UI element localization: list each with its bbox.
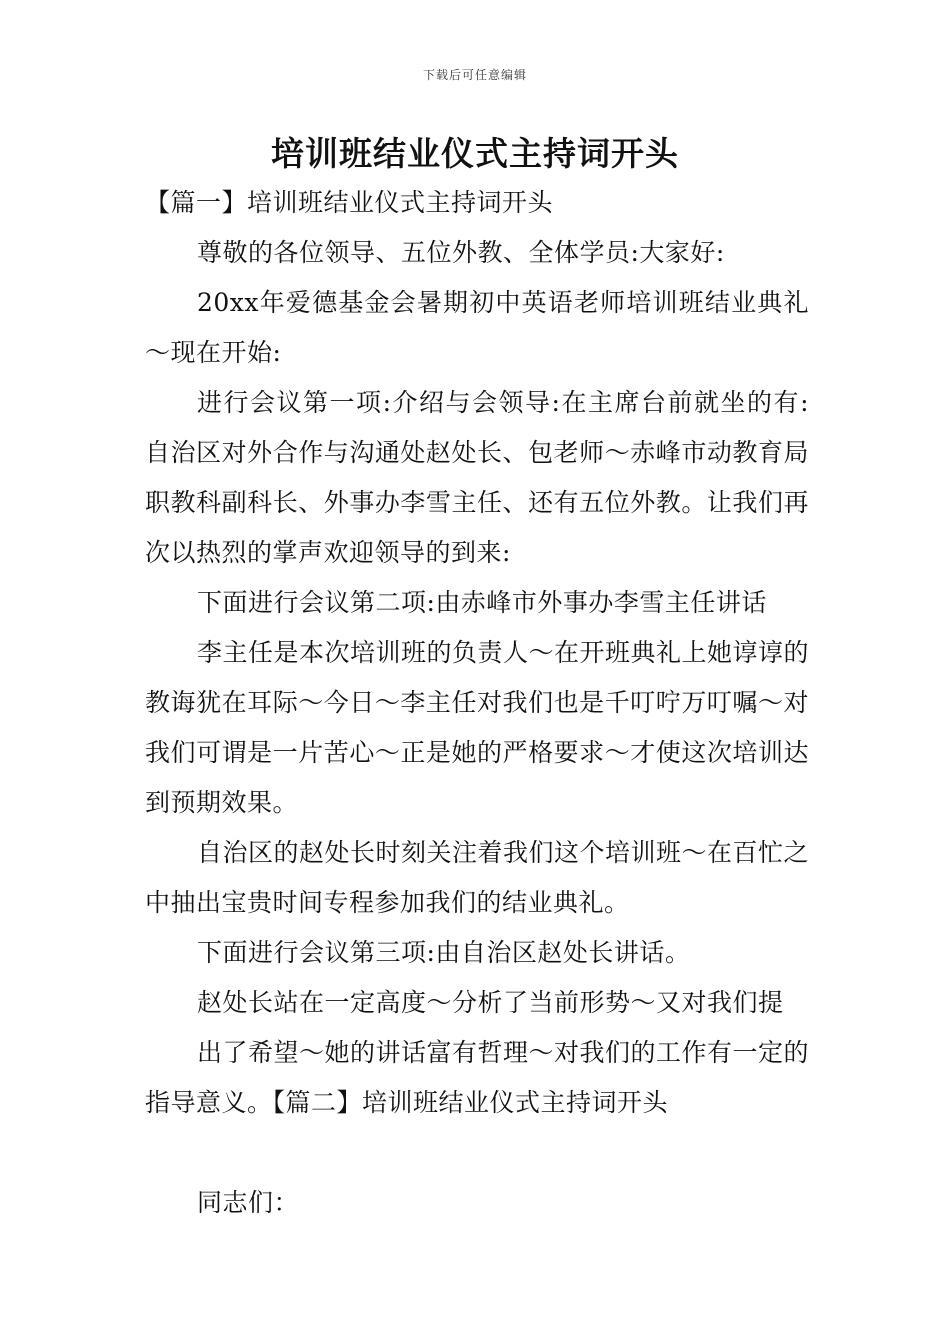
paragraph-zhao-speech-1: 赵处长站在一定高度～分析了当前形势～又对我们提 [197, 988, 784, 1017]
paragraph-item-one: 进行会议第一项:介绍与会领导:在主席台前就坐的有:自治区对外合作与沟通处赵处长、包老师～赤峰市动教育局职教科副科长、外事办李雪主任、还有五位外教。让我们再次以热烈的掌声欢迎领导的到来: [145, 388, 809, 567]
paragraph-item-three: 下面进行会议第三项:由自治区赵处长讲话。 [197, 938, 691, 967]
paragraph-opening: 20xx年爱德基金会暑期初中英语老师培训班结业典礼～现在开始: [145, 288, 809, 367]
paragraph-director-li: 李主任是本次培训班的负责人～在开班典礼上她谆谆的教诲犹在耳际～今日～李主任对我们也是千叮咛万叮嘱～对我们可谓是一片苦心～正是她的严格要求～才使这次培训达到预期效果。 [145, 638, 810, 817]
paragraph-comrades: 同志们： [197, 1188, 300, 1217]
paragraph-zhao-speech-2: 出了希望～她的讲话富有哲理～对我们的工作有一定的指导意义。【篇二】培训班结业仪式主持词开头 [145, 1038, 810, 1117]
document-body [145, 178, 809, 1228]
paragraph-item-two: 下面进行会议第二项:由赤峰市外事办李雪主任讲话 [197, 588, 767, 617]
section-heading: 【篇一】培训班结业仪式主持词开头 [145, 188, 554, 217]
header-note: 下载后可任意编辑 [422, 68, 527, 82]
paragraph-director-zhao: 自治区的赵处长时刻关注着我们这个培训班～在百忙之中抽出宝贵时间专程参加我们的结业典礼。 [145, 838, 810, 917]
document-title: 培训班结业仪式主持词开头 [271, 134, 679, 173]
paragraph-greeting: 尊敬的各位领导、五位外教、全体学员:大家好: [197, 238, 725, 267]
